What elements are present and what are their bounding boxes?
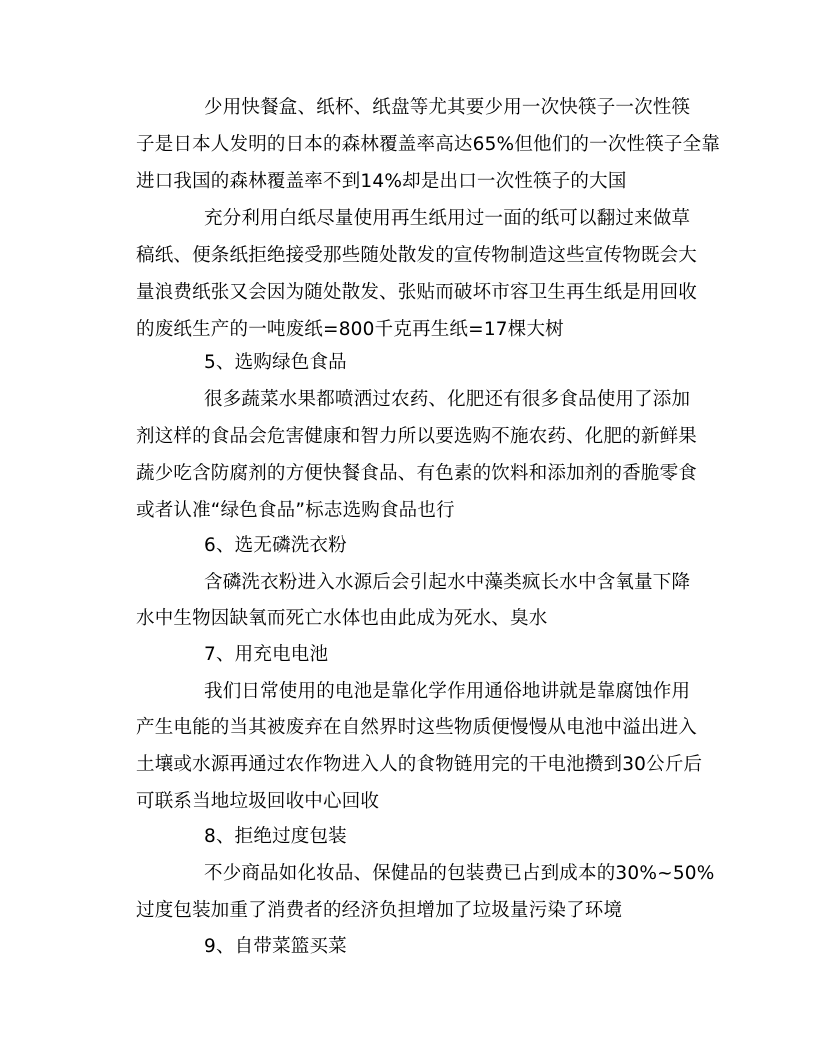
paragraph-line: 过度包装加重了消费者的经济负担增加了垃圾量污染了环境 [136, 900, 623, 921]
paragraph-line: 可联系当地垃圾回收中心回收 [136, 791, 380, 812]
paragraph-line: 不少商品如化妆品、保健品的包装费已占到成本的30%~50% [204, 863, 715, 884]
section-heading: 9、自带菜篮买菜 [204, 936, 347, 957]
paragraph-line: 产生电能的当其被废弃在自然界时这些物质便慢慢从电池中溢出进入 [136, 717, 698, 738]
section-heading: 8、拒绝过度包装 [204, 826, 347, 847]
paragraph-line: 含磷洗衣粉进入水源后会引起水中藻类疯长水中含氧量下降 [204, 572, 691, 593]
section-heading: 5、选购绿色食品 [204, 352, 347, 373]
paragraph-line: 土壤或水源再通过农作物进入人的食物链用完的干电池攒到30公斤后 [136, 754, 703, 775]
paragraph-line: 稿纸、便条纸拒绝接受那些随处散发的宣传物制造这些宣传物既会大 [136, 245, 698, 266]
paragraph-line: 量浪费纸张又会因为随处散发、张贴而破坏市容卫生再生纸是用回收 [136, 282, 698, 303]
paragraph-line: 的废纸生产的一吨废纸=800千克再生纸=17棵大树 [136, 319, 564, 340]
paragraph-line: 少用快餐盒、纸杯、纸盘等尤其要少用一次快筷子一次性筷 [204, 97, 691, 118]
paragraph-line: 剂这样的食品会危害健康和智力所以要选购不施农药、化肥的新鲜果 [136, 426, 698, 447]
paragraph-line: 进口我国的森林覆盖率不到14%却是出口一次性筷子的大国 [136, 171, 627, 192]
paragraph-line: 或者认准“绿色食品”标志选购食品也行 [136, 500, 455, 521]
paragraph-line: 充分利用白纸尽量使用再生纸用过一面的纸可以翻过来做草 [204, 208, 691, 229]
section-heading: 7、用充电电池 [204, 644, 329, 665]
section-heading: 6、选无磷洗衣粉 [204, 535, 347, 556]
paragraph-line: 子是日本人发明的日本的森林覆盖率高达65%但他们的一次性筷子全靠 [136, 134, 721, 155]
paragraph-line: 水中生物因缺氧而死亡水体也由此成为死水、臭水 [136, 608, 548, 629]
paragraph-line: 蔬少吃含防腐剂的方便快餐食品、有色素的饮料和添加剂的香脆零食 [136, 463, 698, 484]
paragraph-line: 我们日常使用的电池是靠化学作用通俗地讲就是靠腐蚀作用 [204, 681, 691, 702]
paragraph-line: 很多蔬菜水果都喷洒过农药、化肥还有很多食品使用了添加 [204, 389, 691, 410]
